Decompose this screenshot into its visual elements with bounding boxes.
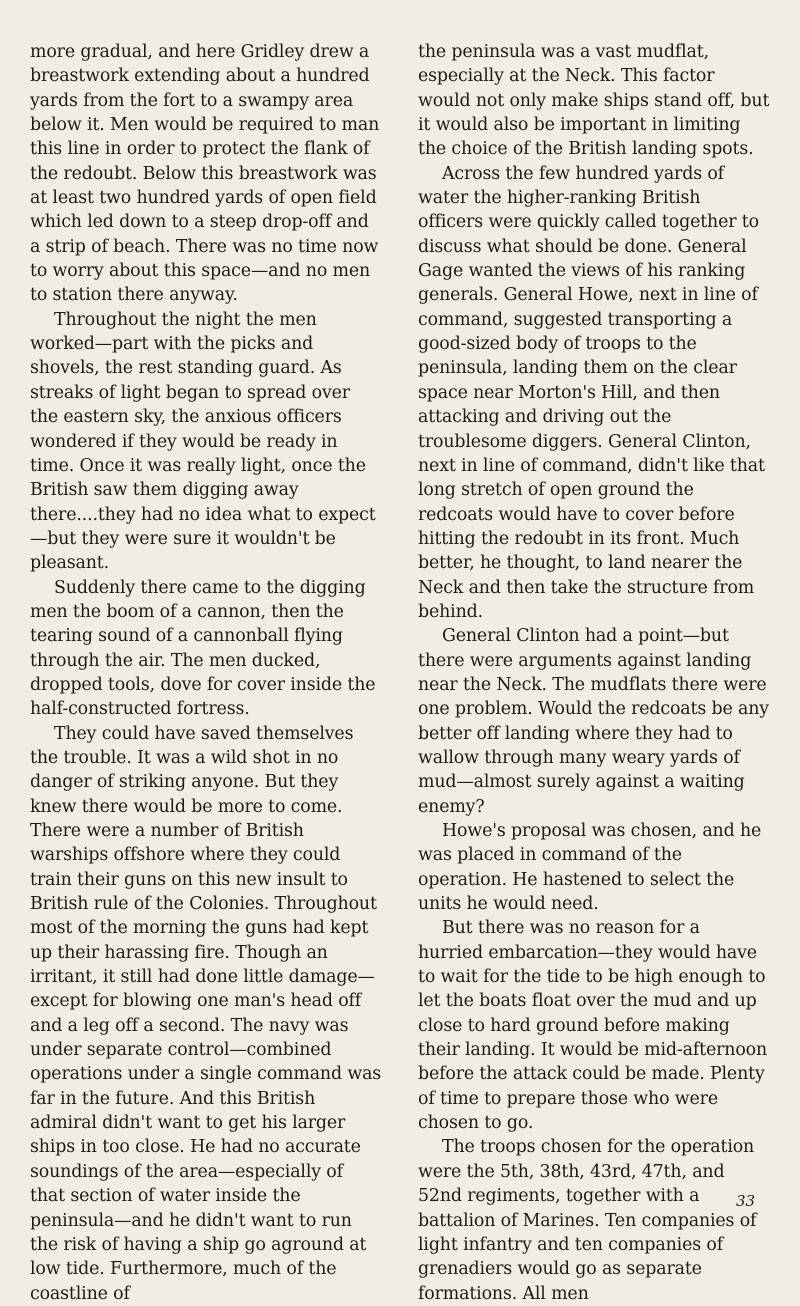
paragraph: Suddenly there came to the digging men the boom of a cannon, then the tearing sound of a cannonball flying through the air. The men ducked, dropped tools, dove for cover inside the half-constructed fortress. <box>30 577 376 720</box>
paragraph: Across the few hundred yards of water the higher-ranking British officers were quickly called together to discuss what should be done. General Gage wanted the views of his ranking generals. General Howe, next in line of command, suggested transporting a good-sized body of troops to the peninsula, landing them on the clear space near Morton's Hill, and then attacking and driving out the troublesome diggers. General Clinton, next in line of command, didn't like that long stretch of open ground the redcoats would have to cover before hitting the redoubt in its front. Much better, he thought, to land nearer the Neck and then take the structure from behind. <box>418 163 765 622</box>
paragraph: Howe's proposal was chosen, and he was placed in command of the operation. He hastened to select the units he would need. <box>418 821 762 915</box>
paragraph: Throughout the night the men worked—part with the picks and shovels, the rest standing guard. As streaks of light began to spread over the eastern sky, the anxious officers wondered if they would be ready in time. Once it was really light, once the British saw them digging away there....they had no idea what to expect—but they were sure it wouldn't be pleasant. <box>30 309 376 574</box>
paragraph: the peninsula was a vast mudflat, especially at the Neck. This factor would not only make ships stand off, but it would also be important in limiting the choice of the British landing spots. <box>418 42 770 160</box>
paragraph: more gradual, and here Gridley drew a breastwork extending about a hundred yards from the fort to a swampy area below it. Men would be required to man this line in order to protect the flank of the redoubt. Below this breastwork was at least two hundred yards of open field which led down to a steep drop-off and a strip of beach. There was no time now to worry about this space—and no men to station there anyway. <box>30 42 380 306</box>
left-column <box>30 40 382 1306</box>
paragraph: They could have saved themselves the trouble. It was a wild shot in no danger of striking anyone. But they knew there would be more to come. There were a number of British warships offshore where they could train their guns on this new insult to British rule of the Colonies. Throughout most of the morning the guns had kept up their harassing fire. Though an irritant, it still had done little damage—except for blowing one man's head off and a leg off a second. The navy was under separate control—combined operations under a single command was far in the future. And this British admiral didn't want to get his larger ships in too close. He had no accurate soundings of the area—especially of that section of water inside the peninsula—and he didn't want to run the risk of having a ship go aground at low tide. Furthermore, much of the coastline of <box>30 723 382 1304</box>
paragraph: But there was no reason for a hurried embarcation—they would have to wait for the tide to be high enough to let the boats float over the mud and up close to hard ground before making their landing. It would be mid-afternoon before the attack could be made. Plenty of time to prepare those who were chosen to go. <box>418 918 768 1134</box>
paragraph: General Clinton had a point—but there were arguments against landing near the Neck. The mudflats there were one problem. Would the redcoats be any better off landing where they had to wallow through many weary yards of mud—almost surely against a waiting enemy? <box>418 626 769 817</box>
page-number: 33 <box>736 1192 756 1210</box>
paragraph: The troops chosen for the operation were the 5th, 38th, 43rd, 47th, and 52nd regiments, together with a battalion of Marines. Ten companies of light infantry and ten companies of grenadiers would go as separate formations. All men <box>418 1137 757 1304</box>
right-column <box>418 40 770 1306</box>
